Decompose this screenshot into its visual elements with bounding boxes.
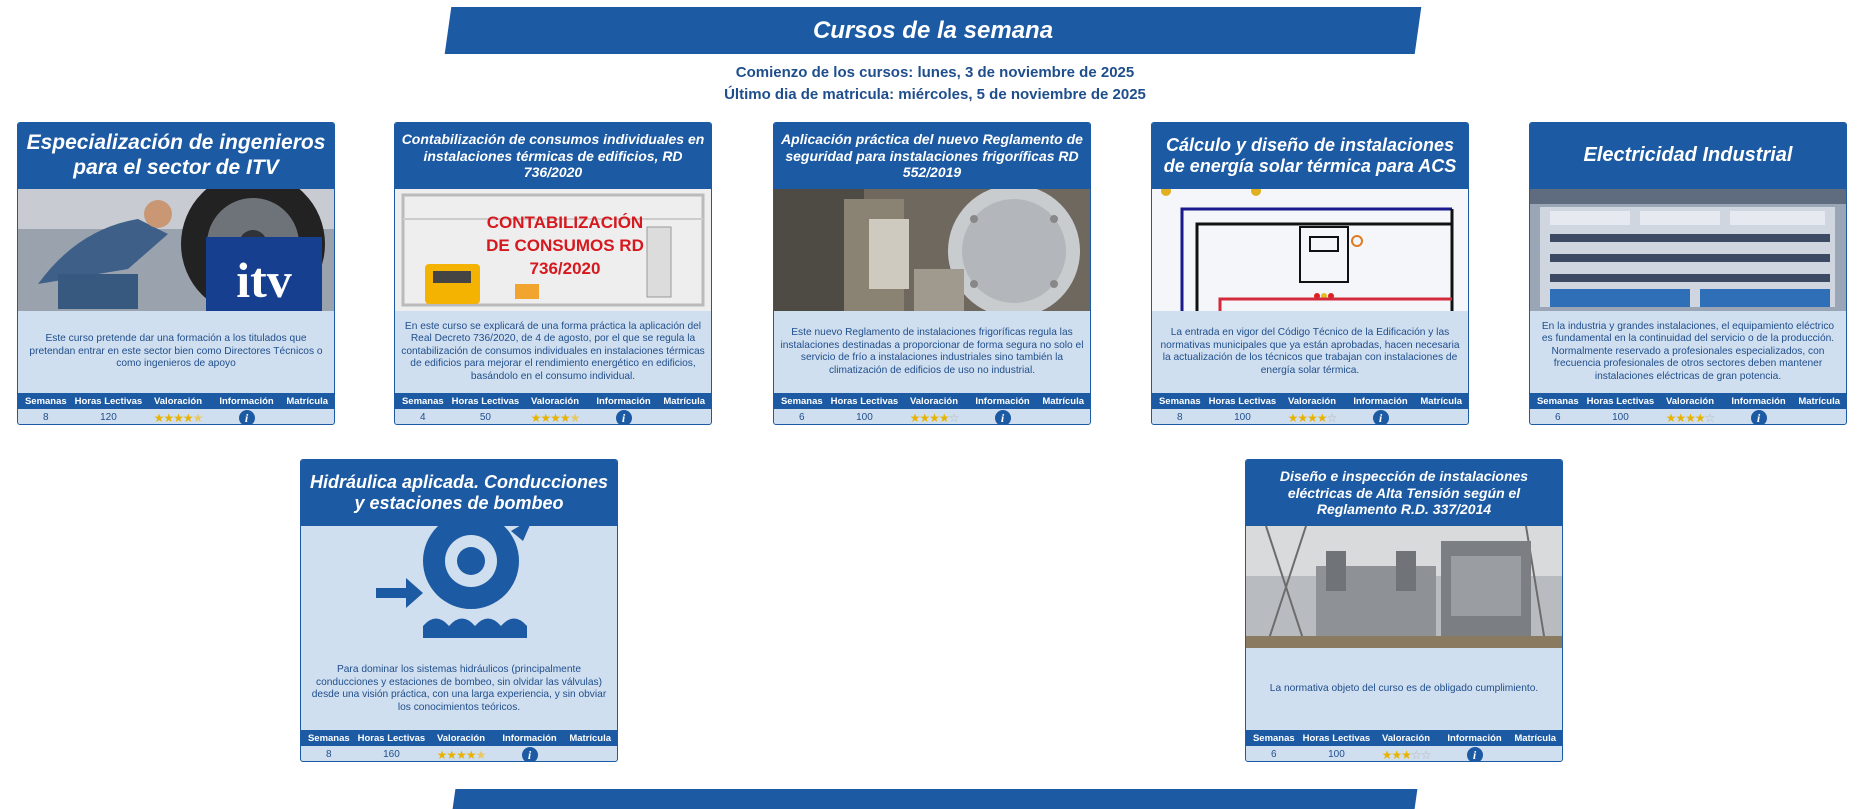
star-icon: ★ [1316,410,1327,425]
star-icon: ★ [456,747,466,762]
star-icon: ★ [559,410,570,425]
star-icon: ★ [192,410,203,425]
star-icon: ★ [569,410,580,425]
mechanic-tire-itv-icon[interactable] [18,189,334,311]
stats-header [1152,393,1468,409]
star-icon: ★ [1401,747,1411,762]
semanas-value: 8 [43,412,49,423]
stat-label-semanas: Semanas [307,732,350,744]
star-icon: ★ [1694,410,1705,425]
course-description: La entrada en vigor del Código Técnico de la Edificación y las normativas municipales que ya están aprobadas, hacen necesaria la actualización de los técnicos que trabajan con instalaciones de energía solar térmica. [1160,327,1460,376]
course-card-alta-tension[interactable] [1245,459,1563,762]
course-card-electricidad[interactable] [1529,122,1847,425]
rating-stars [899,411,969,425]
horas-value: 160 [383,749,400,760]
star-icon: ★ [919,410,930,425]
stat-label-horas: Horas Lectivas [1208,395,1277,407]
stat-label-informacion: Información [975,395,1030,407]
stats-header [18,393,334,409]
rating-stars [426,748,496,762]
star-icon: ★ [530,410,541,425]
course-title[interactable]: Cálculo y diseño de instalaciones de energía solar térmica para ACS [1152,123,1468,189]
stat-label-horas: Horas Lectivas [74,395,143,407]
info-icon[interactable]: i [616,410,632,426]
star-icon: ★ [182,410,193,425]
page-title: Cursos de la semana [812,17,1054,44]
stat-label-valoracion: Valoración [530,395,580,407]
info-icon[interactable]: i [1467,747,1483,763]
star-icon: ★ [1685,410,1695,425]
stats-values [18,409,334,425]
stat-label-semanas: Semanas [1252,732,1295,744]
stat-label-horas: Horas Lectivas [1586,395,1655,407]
course-description: Para dominar los sistemas hidráulicos (principalmente conducciones y estaciones de bombeo, sin olvidar las válvulas) desde una visión práctica, con una larga experiencia, y sin obviar los conocimientos teóricos. [311,664,607,713]
info-icon[interactable]: i [995,410,1011,426]
course-title[interactable]: Hidráulica aplicada. Conducciones y estaciones de bombeo [301,460,617,526]
course-title[interactable]: Especialización de ingenieros para el sector de ITV [18,123,334,189]
stat-label-informacion: Información [1731,395,1786,407]
solar-schematic-icon[interactable] [1152,189,1468,311]
course-title[interactable]: Diseño e inspección de instalaciones eléctricas de Alta Tensión según el Reglamento R.D. 337/2014 [1246,460,1562,526]
stat-label-matricula: Matrícula [663,395,706,407]
stat-label-valoracion: Valoración [909,395,959,407]
star-icon: ★ [436,747,447,762]
semanas-value: 6 [1555,412,1561,423]
stat-label-horas: Horas Lectivas [451,395,520,407]
course-card-frigorificas[interactable] [773,122,1091,425]
stat-label-matricula: Matrícula [569,732,612,744]
star-icon: ★ [1287,410,1298,425]
horas-value: 100 [856,412,873,423]
transformer-substation-icon[interactable] [1246,526,1562,648]
star-icon: ★ [475,747,486,762]
stat-label-matricula: Matrícula [286,395,329,407]
course-description: En la industria y grandes instalaciones, el equipamiento eléctrico es fundamental en la continuidad del servicio o de la producción. Normalmente reservado a profesionales especializados, con frecuencia profesionales de otros sectores deben mantener instalaciones eléctricas de gran potencia. [1541,320,1835,382]
stat-label-matricula: Matrícula [1798,395,1841,407]
info-icon[interactable]: i [239,410,255,426]
semanas-value: 8 [326,749,332,760]
stats-header [301,730,617,746]
course-title[interactable]: Contabilización de consumos individuales en instalaciones térmicas de edificios, RD 736/2020 [395,123,711,189]
stat-label-informacion: Información [596,395,651,407]
semanas-value: 6 [799,412,805,423]
stats-values [395,409,711,425]
stats-header [1530,393,1846,409]
star-icon: ★ [929,410,939,425]
refrigeration-machinery-icon[interactable] [774,189,1090,311]
stats-values [774,409,1090,425]
star-icon: ★ [173,410,183,425]
star-icon: ★ [540,410,551,425]
course-card-solar[interactable] [1151,122,1469,425]
star-icon: ★ [938,410,949,425]
horas-value: 100 [1234,412,1251,423]
course-description: Este curso pretende dar una formación a los titulados que pretendan entrar en este sector bien como Directores Técnicos o como ingenieros de apoyo [29,333,323,370]
stats-values [1530,409,1846,425]
stats-header [395,393,711,409]
semanas-value: 4 [420,412,426,423]
stat-label-semanas: Semanas [780,395,823,407]
enroll-date-line: Último dia de matricula: miércoles, 5 de noviembre de 2025 [724,86,1146,103]
contabilizacion-image-text: CONTABILIZACIÓN DE CONSUMOS RD 736/2020 [486,213,644,278]
horas-value: 100 [1612,412,1629,423]
star-icon: ★ [446,747,457,762]
rating-stars [1277,411,1347,425]
stat-label-semanas: Semanas [1536,395,1579,407]
info-icon[interactable]: i [522,747,538,763]
stats-values [1246,746,1562,762]
star-icon: ★ [163,410,174,425]
stat-label-semanas: Semanas [1158,395,1201,407]
star-icon: ☆ [948,410,959,425]
horas-value: 120 [100,412,117,423]
heat-meter-icon[interactable] [395,189,711,311]
horas-value: 50 [479,412,491,423]
pump-gear-icon[interactable] [301,526,617,648]
course-title[interactable]: Aplicación práctica del nuevo Reglamento de seguridad para instalaciones frigoríficas RD 552/2019 [774,123,1090,189]
next-section-banner [453,789,1418,809]
info-icon[interactable]: i [1751,410,1767,426]
stat-label-informacion: Información [1353,395,1408,407]
stat-label-valoracion: Valoración [153,395,203,407]
star-icon: ☆ [1420,747,1431,762]
stat-label-semanas: Semanas [24,395,67,407]
stat-label-valoracion: Valoración [436,732,486,744]
course-description: En este curso se explicará de una forma práctica la aplicación del Real Decreto 736/2020, de 4 de agosto, por el que se regula la contabilización de consumos individuales en instalaciones térmicas de edificios para mejorar el rendimiento energético en edificios, basándolo en el consumo individual. [401,320,705,382]
stat-label-horas: Horas Lectivas [830,395,899,407]
star-icon: ★ [1391,747,1402,762]
star-icon: ★ [153,410,164,425]
stat-label-informacion: Información [502,732,557,744]
itv-logo-text: itv [236,252,292,308]
stat-label-horas: Horas Lectivas [1302,732,1371,744]
course-description: Este nuevo Reglamento de instalaciones frigoríficas regula las instalaciones destinadas a proporcionar de forma segura no solo el servicio de frío a instalaciones industriales sino también la climatización de edificios de uso no industrial. [780,327,1084,376]
course-card-hidraulica[interactable] [300,459,618,762]
star-icon: ★ [1381,747,1392,762]
stat-label-matricula: Matrícula [1514,732,1557,744]
star-icon: ★ [1297,410,1308,425]
course-card-itv[interactable] [17,122,335,425]
stat-label-semanas: Semanas [401,395,444,407]
star-icon: ★ [909,410,920,425]
stats-header [774,393,1090,409]
star-icon: ★ [1675,410,1686,425]
rating-stars [1655,411,1725,425]
star-icon: ★ [550,410,560,425]
star-icon: ☆ [1704,410,1715,425]
electrical-cabinet-icon[interactable] [1530,189,1846,311]
stat-label-valoracion: Valoración [1381,732,1431,744]
rating-stars [143,411,213,425]
stat-label-matricula: Matrícula [1042,395,1085,407]
info-icon[interactable]: i [1373,410,1389,426]
stats-values [1152,409,1468,425]
stat-label-horas: Horas Lectivas [357,732,426,744]
semanas-value: 8 [1177,412,1183,423]
stat-label-matricula: Matrícula [1420,395,1463,407]
stat-label-valoracion: Valoración [1665,395,1715,407]
course-description: La normativa objeto del curso es de obligado cumplimiento. [1269,682,1539,694]
semanas-value: 6 [1271,749,1277,760]
rating-stars [1371,748,1441,762]
stat-label-informacion: Información [1447,732,1502,744]
start-date-line: Comienzo de los cursos: lunes, 3 de noviembre de 2025 [735,64,1135,81]
course-card-contabilizacion[interactable] [394,122,712,425]
stats-values [301,746,617,762]
star-icon: ☆ [1326,410,1337,425]
course-title[interactable]: Electricidad Industrial [1530,123,1846,189]
star-icon: ★ [465,747,476,762]
horas-value: 100 [1328,749,1345,760]
stat-label-valoracion: Valoración [1287,395,1337,407]
star-icon: ★ [1307,410,1317,425]
star-icon: ★ [1665,410,1676,425]
rating-stars [520,411,590,425]
stats-header [1246,730,1562,746]
star-icon: ☆ [1410,747,1421,762]
stat-label-informacion: Información [219,395,274,407]
course-dates [0,62,1870,106]
